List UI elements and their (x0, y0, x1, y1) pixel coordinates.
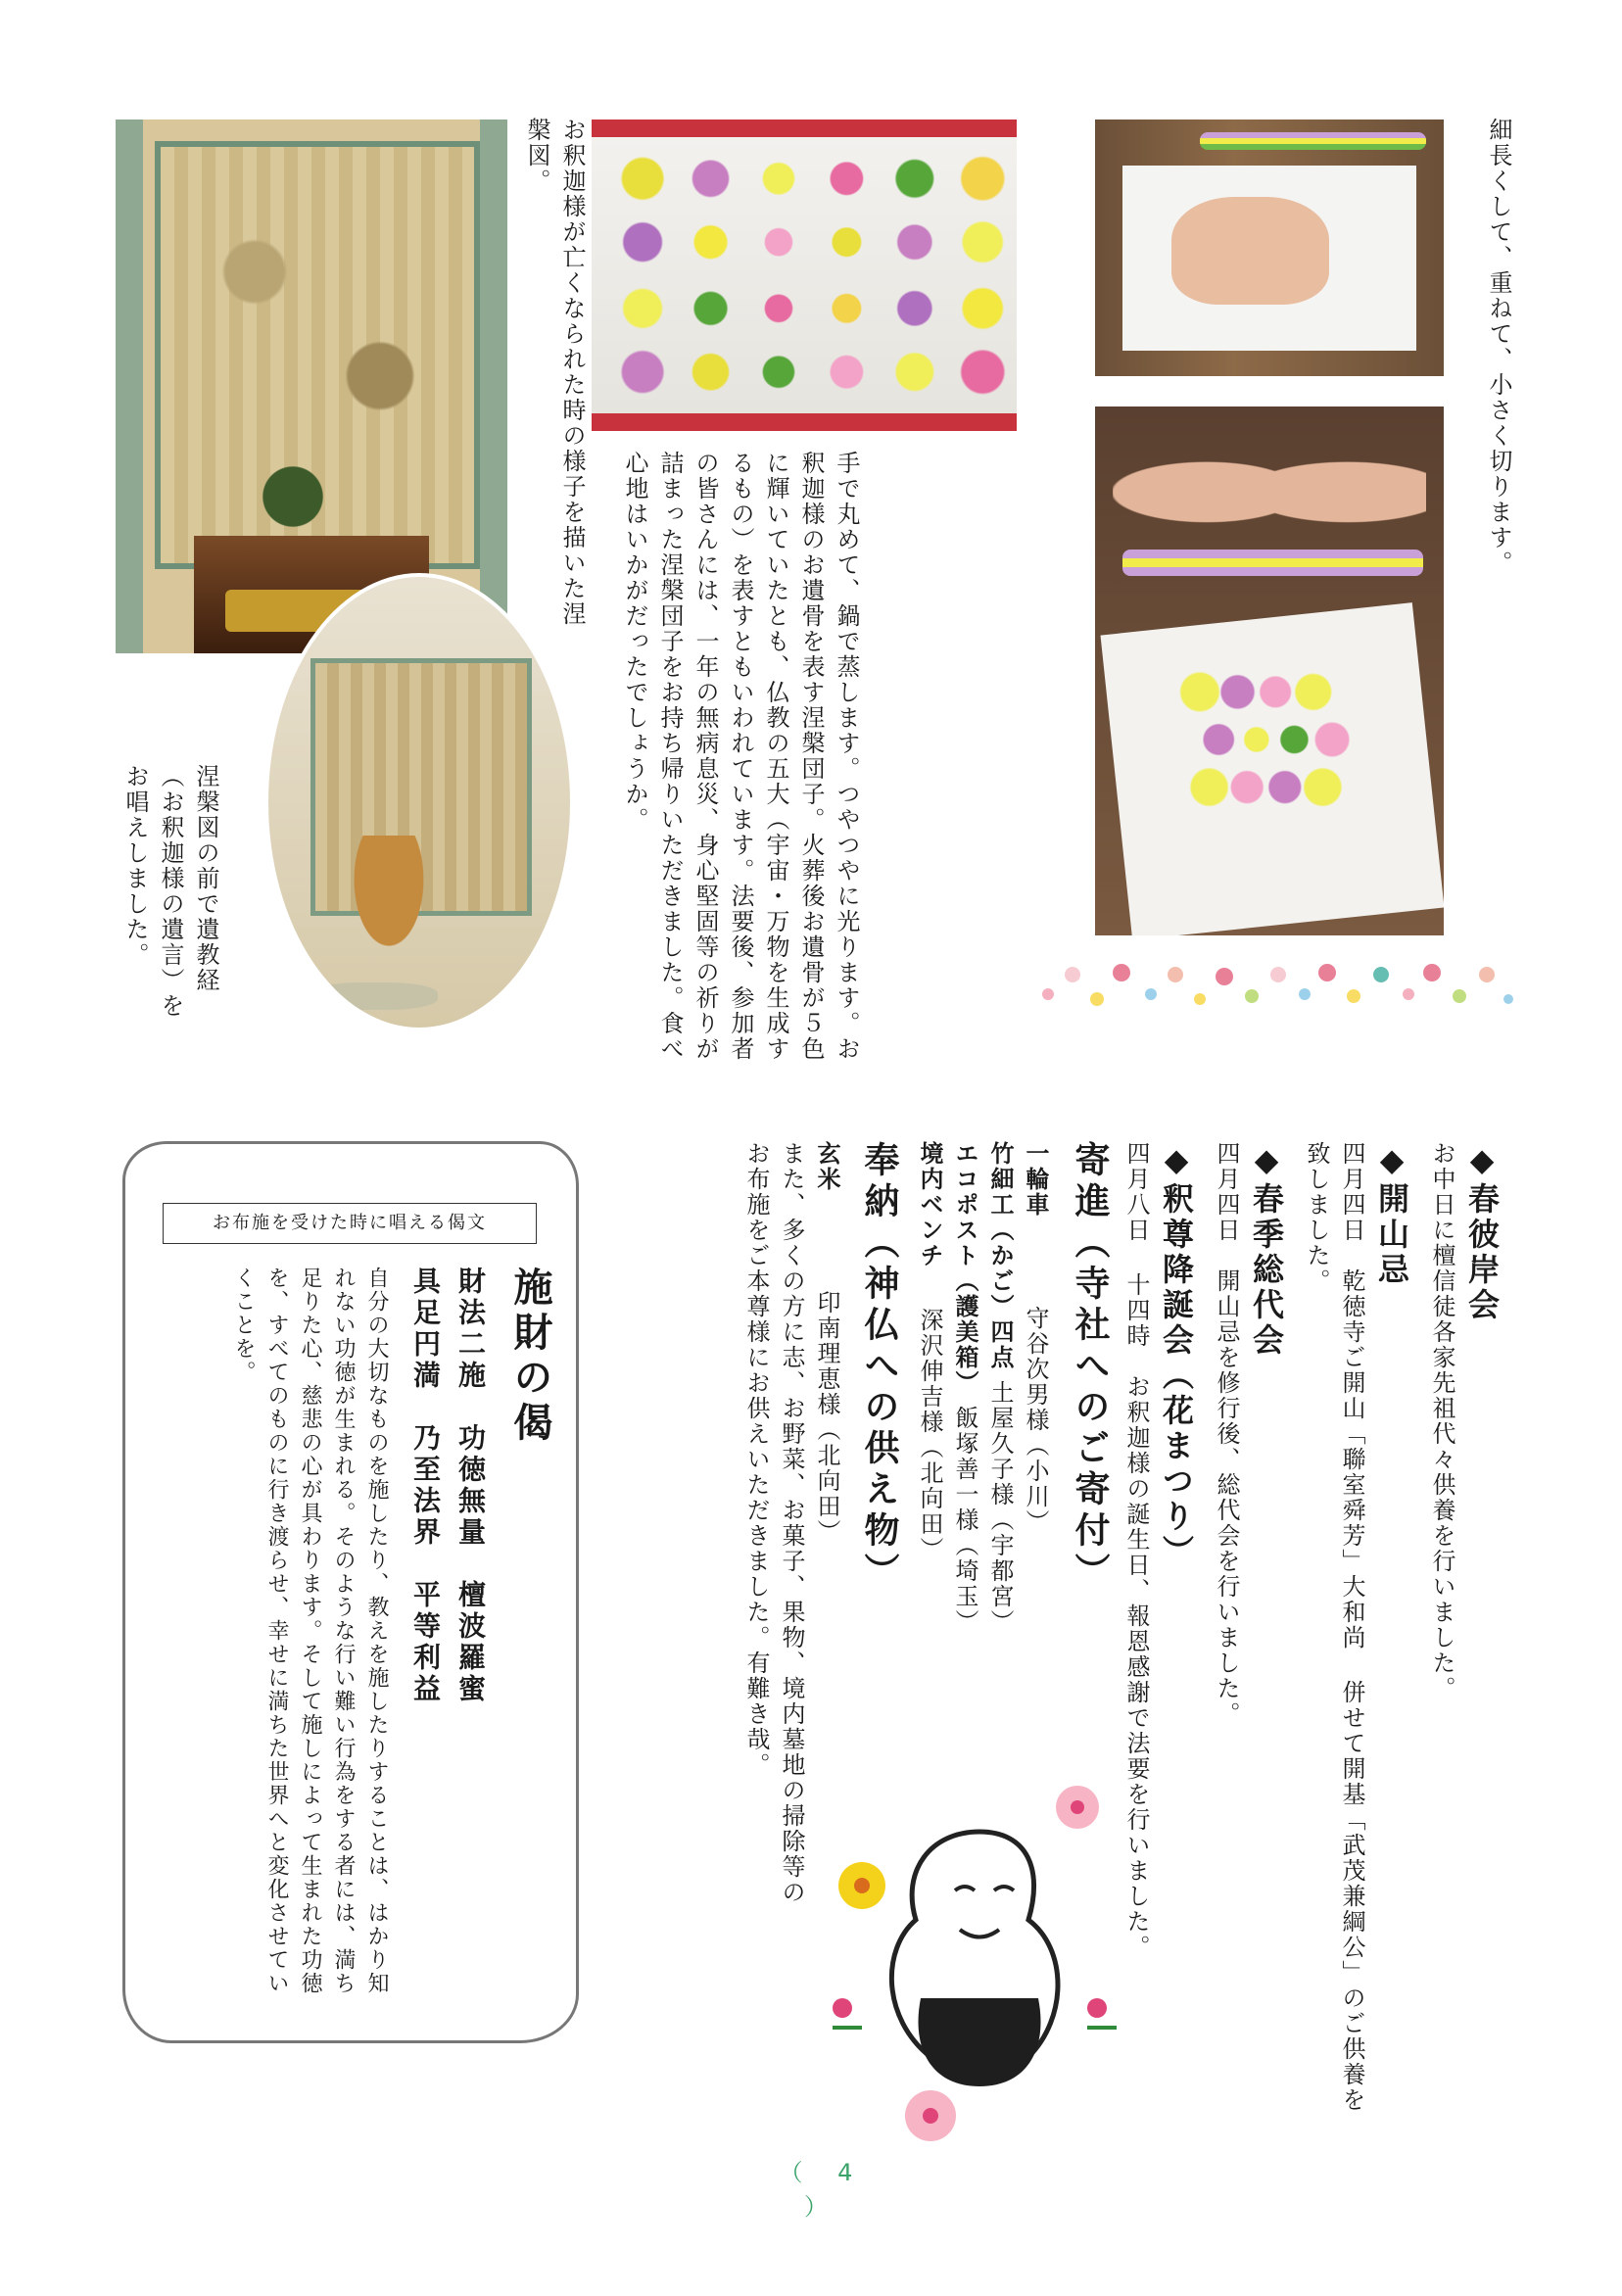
event-kaisanki (1299, 1141, 1414, 2121)
event-text: 四月四日 乾徳寺ご開山「聯室舜芳」大和尚 併せて開基「武茂兼綱公」のご供養を致しました。 (1303, 1141, 1365, 2113)
verse-line: 財法二施 功徳無量 檀波羅蜜 (454, 1267, 487, 1705)
event-text: 四月四日 開山忌を修行後、総代会を行いました。 (1213, 1141, 1240, 1727)
nehan-dango-photo (592, 120, 1017, 431)
caption-scroll: お釈迦様が亡くなられた時の様子を描いた涅槃図。 (523, 118, 586, 627)
donation-item: 竹細工（かご）四点 (986, 1141, 1015, 1370)
donation-closing: また、多くの方に志、お野菜、お菓子、果物、境内墓地の掃除等のお布施をご本尊様にお供えいただきました。有難き哉。 (742, 1141, 805, 1905)
event-text: 四月八日 十四時 お釈迦様の誕生日、報恩感謝で法要を行いました。 (1122, 1141, 1150, 1960)
kishin-heading: 寄進（寺社へのご寄付） (1070, 1141, 1110, 1594)
page-number: （ 4 ） (779, 2159, 867, 2221)
donation-item: エコポスト（護美箱） (951, 1141, 979, 1396)
event-title: ◆釈尊降誕会（花まつり） (1158, 1141, 1195, 1570)
nehan-scroll-photo (116, 120, 507, 653)
verse-line: 具足円満 乃至法界 平等利益 (409, 1267, 442, 1705)
event-sodaikai (1209, 1141, 1289, 2121)
event-title: ◆開山忌 (1373, 1141, 1410, 1288)
rolling-dough-photo (1095, 120, 1444, 376)
donation-item: 一輪車 (1022, 1141, 1050, 1218)
decorative-dots (1028, 945, 1518, 1024)
verse-box (122, 1141, 579, 2043)
event-title: ◆春季総代会 (1248, 1141, 1285, 1359)
monk-illustration (784, 1763, 1156, 2145)
donation-item: 境内ベンチ (916, 1141, 944, 1268)
verse-box-body (226, 1267, 558, 2011)
donation-donor: 飯塚善一様（埼玉） (951, 1406, 978, 1635)
cutting-dough-photo (1095, 407, 1444, 935)
event-text: お中日に檀信徒各家先祖代々供養を行いました。 (1428, 1141, 1455, 1701)
caption-hands: 細長くして、重ねて、小さく切ります。 (1485, 118, 1512, 576)
donation-donor: 深沢伸吉様（北向田） (916, 1308, 943, 1562)
caption-oval: 涅槃図の前で遺教経（お釈迦様の遺言）をお唱えしました。 (121, 764, 219, 1019)
hono-heading: 奉納（神仏への供え物） (859, 1141, 899, 1594)
verse-explanation: 自分の大切なものを施したり、教えを施したりすることは、はかり知れない功徳が生まれる。そのような行い難い行為をする者には、満ち足りた心、慈悲の心が具わります。そして施しによって生まれた功徳を、すべてのものに行き渡らせ、幸せに満ちた世界へと変化させていくことを。 (231, 1267, 389, 1995)
donation-donor: 印南理恵様（北向田） (813, 1290, 840, 1545)
donation-item: 玄米 (813, 1141, 841, 1192)
donation-donor: 土屋久子様（宇都宮） (986, 1380, 1014, 1635)
caption-dango: 手で丸めて、鍋で蒸します。つやつやに光ります。お釈迦様のお遺骨を表す涅槃団子。火葬後お遺骨が５色に輝いていたとも、仏教の五大（宇宙・万物を生成するもの）を表すともいわれています。法要後、参加者の皆さんには、一年の無病息災、身心堅固等の祈りが詰まった涅槃団子をお持ち帰りいただきました。食べ心地はいかがだったでしょうか。 (621, 451, 860, 1062)
verse-box-label: お布施を受けた時に唱える偈文 (163, 1203, 537, 1244)
events-section (1109, 1141, 1504, 2121)
verse-title: 施財の偈 (507, 1267, 552, 1447)
event-higan (1424, 1141, 1504, 2121)
donation-donor: 守谷次男様（小川） (1022, 1306, 1049, 1535)
event-title: ◆春彼岸会 (1463, 1141, 1501, 1323)
